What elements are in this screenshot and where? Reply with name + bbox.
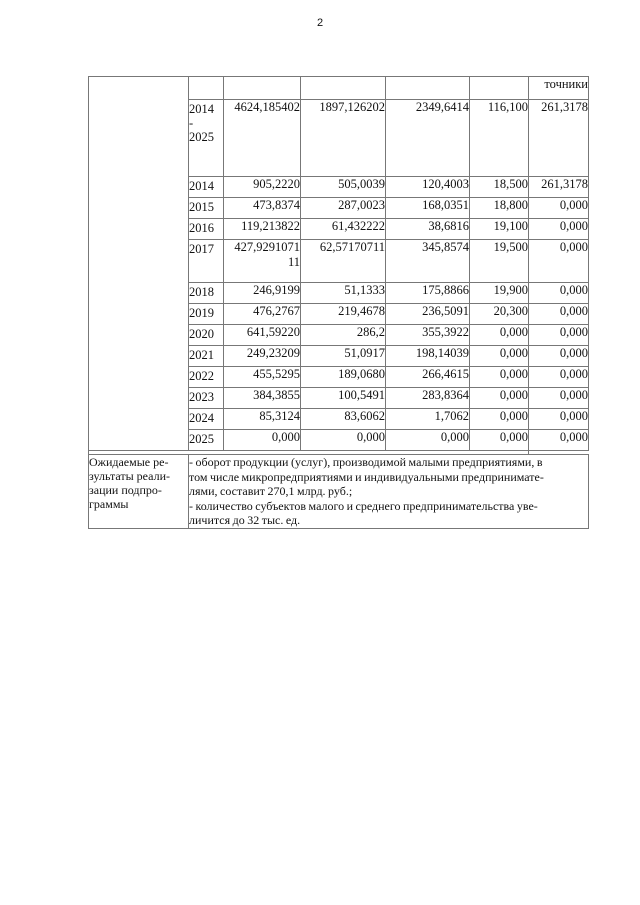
table-row-header-continuation bbox=[89, 77, 589, 100]
results-label-line: зультаты реали- bbox=[89, 469, 170, 483]
table-cell: 283,8364 bbox=[386, 388, 470, 409]
table-cell: 100,5491 bbox=[301, 388, 386, 409]
results-label-line: граммы bbox=[89, 497, 129, 511]
year-cell: 2017 bbox=[189, 240, 224, 283]
table-cell: 905,2220 bbox=[224, 177, 301, 198]
table-cell: 0,000 bbox=[470, 346, 529, 367]
table-cell: 18,800 bbox=[470, 198, 529, 219]
table-cell: 61,432222 bbox=[301, 219, 386, 240]
table-cell: 0,000 bbox=[529, 409, 589, 430]
table-cell: 19,900 bbox=[470, 283, 529, 304]
results-text-line: - оборот продукции (услуг), производимой малыми предприятиями, в bbox=[189, 455, 543, 469]
table-cell: 119,213822 bbox=[224, 219, 301, 240]
table-cell: 175,8866 bbox=[386, 283, 470, 304]
year-cell: 2022 bbox=[189, 367, 224, 388]
table-cell: 246,9199 bbox=[224, 283, 301, 304]
table-cell: 85,3124 bbox=[224, 409, 301, 430]
year-range-dash: - bbox=[189, 116, 194, 130]
table-cell: 38,6816 bbox=[386, 219, 470, 240]
table-cell: 0,000 bbox=[386, 430, 470, 451]
table-cell: 0,000 bbox=[224, 430, 301, 451]
year-range-cell bbox=[189, 100, 224, 177]
table-cell bbox=[301, 77, 386, 100]
value-line-wrap: 11 bbox=[287, 255, 300, 269]
table-cell: 261,3178 bbox=[529, 177, 589, 198]
table-cell: 168,0351 bbox=[386, 198, 470, 219]
table-cell: 0,000 bbox=[529, 325, 589, 346]
table-cell bbox=[386, 77, 470, 100]
table-cell: 198,14039 bbox=[386, 346, 470, 367]
table-cell: 19,100 bbox=[470, 219, 529, 240]
year-cell: 2025 bbox=[189, 430, 224, 451]
year-cell: 2023 bbox=[189, 388, 224, 409]
table-cell: 0,000 bbox=[301, 430, 386, 451]
table-cell: 1,7062 bbox=[386, 409, 470, 430]
table-cell: 261,3178 bbox=[529, 100, 589, 177]
value-line: 427,9291071 bbox=[234, 240, 300, 254]
results-text-line: личится до 32 тыс. ед. bbox=[189, 513, 301, 527]
results-label-line: зации подпро- bbox=[89, 483, 162, 497]
results-label-cell bbox=[89, 455, 189, 529]
table-cell: 2349,6414 bbox=[386, 100, 470, 177]
table-cell: 51,0917 bbox=[301, 346, 386, 367]
year-cell: 2020 bbox=[189, 325, 224, 346]
table-cell: 355,3922 bbox=[386, 325, 470, 346]
year-cell: 2019 bbox=[189, 304, 224, 325]
table-cell: 1897,126202 bbox=[301, 100, 386, 177]
table-cell: 287,0023 bbox=[301, 198, 386, 219]
table-cell bbox=[189, 77, 224, 100]
table-cell: 476,2767 bbox=[224, 304, 301, 325]
year-cell: 2014 bbox=[189, 177, 224, 198]
table-cell: 0,000 bbox=[529, 388, 589, 409]
table-cell: 505,0039 bbox=[301, 177, 386, 198]
results-label-line: Ожидаемые ре- bbox=[89, 455, 169, 469]
table-cell bbox=[224, 240, 301, 283]
left-merged-cell bbox=[89, 77, 189, 451]
table-cell: 249,23209 bbox=[224, 346, 301, 367]
table-cell: 0,000 bbox=[470, 430, 529, 451]
results-text-line: том числе микропредприятиями и индивидуальными предпринимате- bbox=[189, 469, 544, 484]
table-cell: 0,000 bbox=[470, 409, 529, 430]
table-cell: 0,000 bbox=[529, 283, 589, 304]
table-cell: 0,000 bbox=[529, 430, 589, 451]
table-cell: 219,4678 bbox=[301, 304, 386, 325]
table-cell: 0,000 bbox=[529, 304, 589, 325]
table-cell: 455,5295 bbox=[224, 367, 301, 388]
table-cell: 0,000 bbox=[529, 367, 589, 388]
table-cell bbox=[224, 77, 301, 100]
table-row-results bbox=[89, 455, 589, 529]
table-cell: 236,5091 bbox=[386, 304, 470, 325]
year-cell: 2021 bbox=[189, 346, 224, 367]
table-cell: 4624,185402 bbox=[224, 100, 301, 177]
table-cell: 0,000 bbox=[470, 367, 529, 388]
table-cell: 0,000 bbox=[529, 219, 589, 240]
table-cell: 0,000 bbox=[529, 240, 589, 283]
year-range-end: 2025 bbox=[189, 130, 214, 144]
funding-table bbox=[88, 76, 589, 529]
results-text-cell bbox=[189, 455, 589, 529]
table-cell: 473,8374 bbox=[224, 198, 301, 219]
table-cell: 0,000 bbox=[470, 325, 529, 346]
table-cell: 0,000 bbox=[529, 346, 589, 367]
year-cell: 2024 bbox=[189, 409, 224, 430]
table-cell: 62,57170711 bbox=[301, 240, 386, 283]
page-number: 2 bbox=[316, 17, 324, 29]
table-cell: 286,2 bbox=[301, 325, 386, 346]
table-cell: 189,0680 bbox=[301, 367, 386, 388]
table-cell: 0,000 bbox=[529, 198, 589, 219]
table-cell: 266,4615 bbox=[386, 367, 470, 388]
table-cell: 18,500 bbox=[470, 177, 529, 198]
table-cell: 51,1333 bbox=[301, 283, 386, 304]
results-text-line: лями, составит 270,1 млрд. руб.; bbox=[189, 484, 353, 498]
table-cell: 116,100 bbox=[470, 100, 529, 177]
table-cell: 19,500 bbox=[470, 240, 529, 283]
table-cell: 83,6062 bbox=[301, 409, 386, 430]
table-cell: 641,59220 bbox=[224, 325, 301, 346]
year-cell: 2018 bbox=[189, 283, 224, 304]
table-cell: точники bbox=[529, 77, 589, 100]
year-cell: 2016 bbox=[189, 219, 224, 240]
table-cell: 120,4003 bbox=[386, 177, 470, 198]
table-cell: 384,3855 bbox=[224, 388, 301, 409]
year-cell: 2015 bbox=[189, 198, 224, 219]
year-range-start: 2014 bbox=[189, 102, 214, 116]
table-cell bbox=[470, 77, 529, 100]
table-cell: 20,300 bbox=[470, 304, 529, 325]
results-text-line: - количество субъектов малого и среднего предпринимательства уве- bbox=[189, 498, 538, 513]
table-cell: 0,000 bbox=[470, 388, 529, 409]
table-cell: 345,8574 bbox=[386, 240, 470, 283]
